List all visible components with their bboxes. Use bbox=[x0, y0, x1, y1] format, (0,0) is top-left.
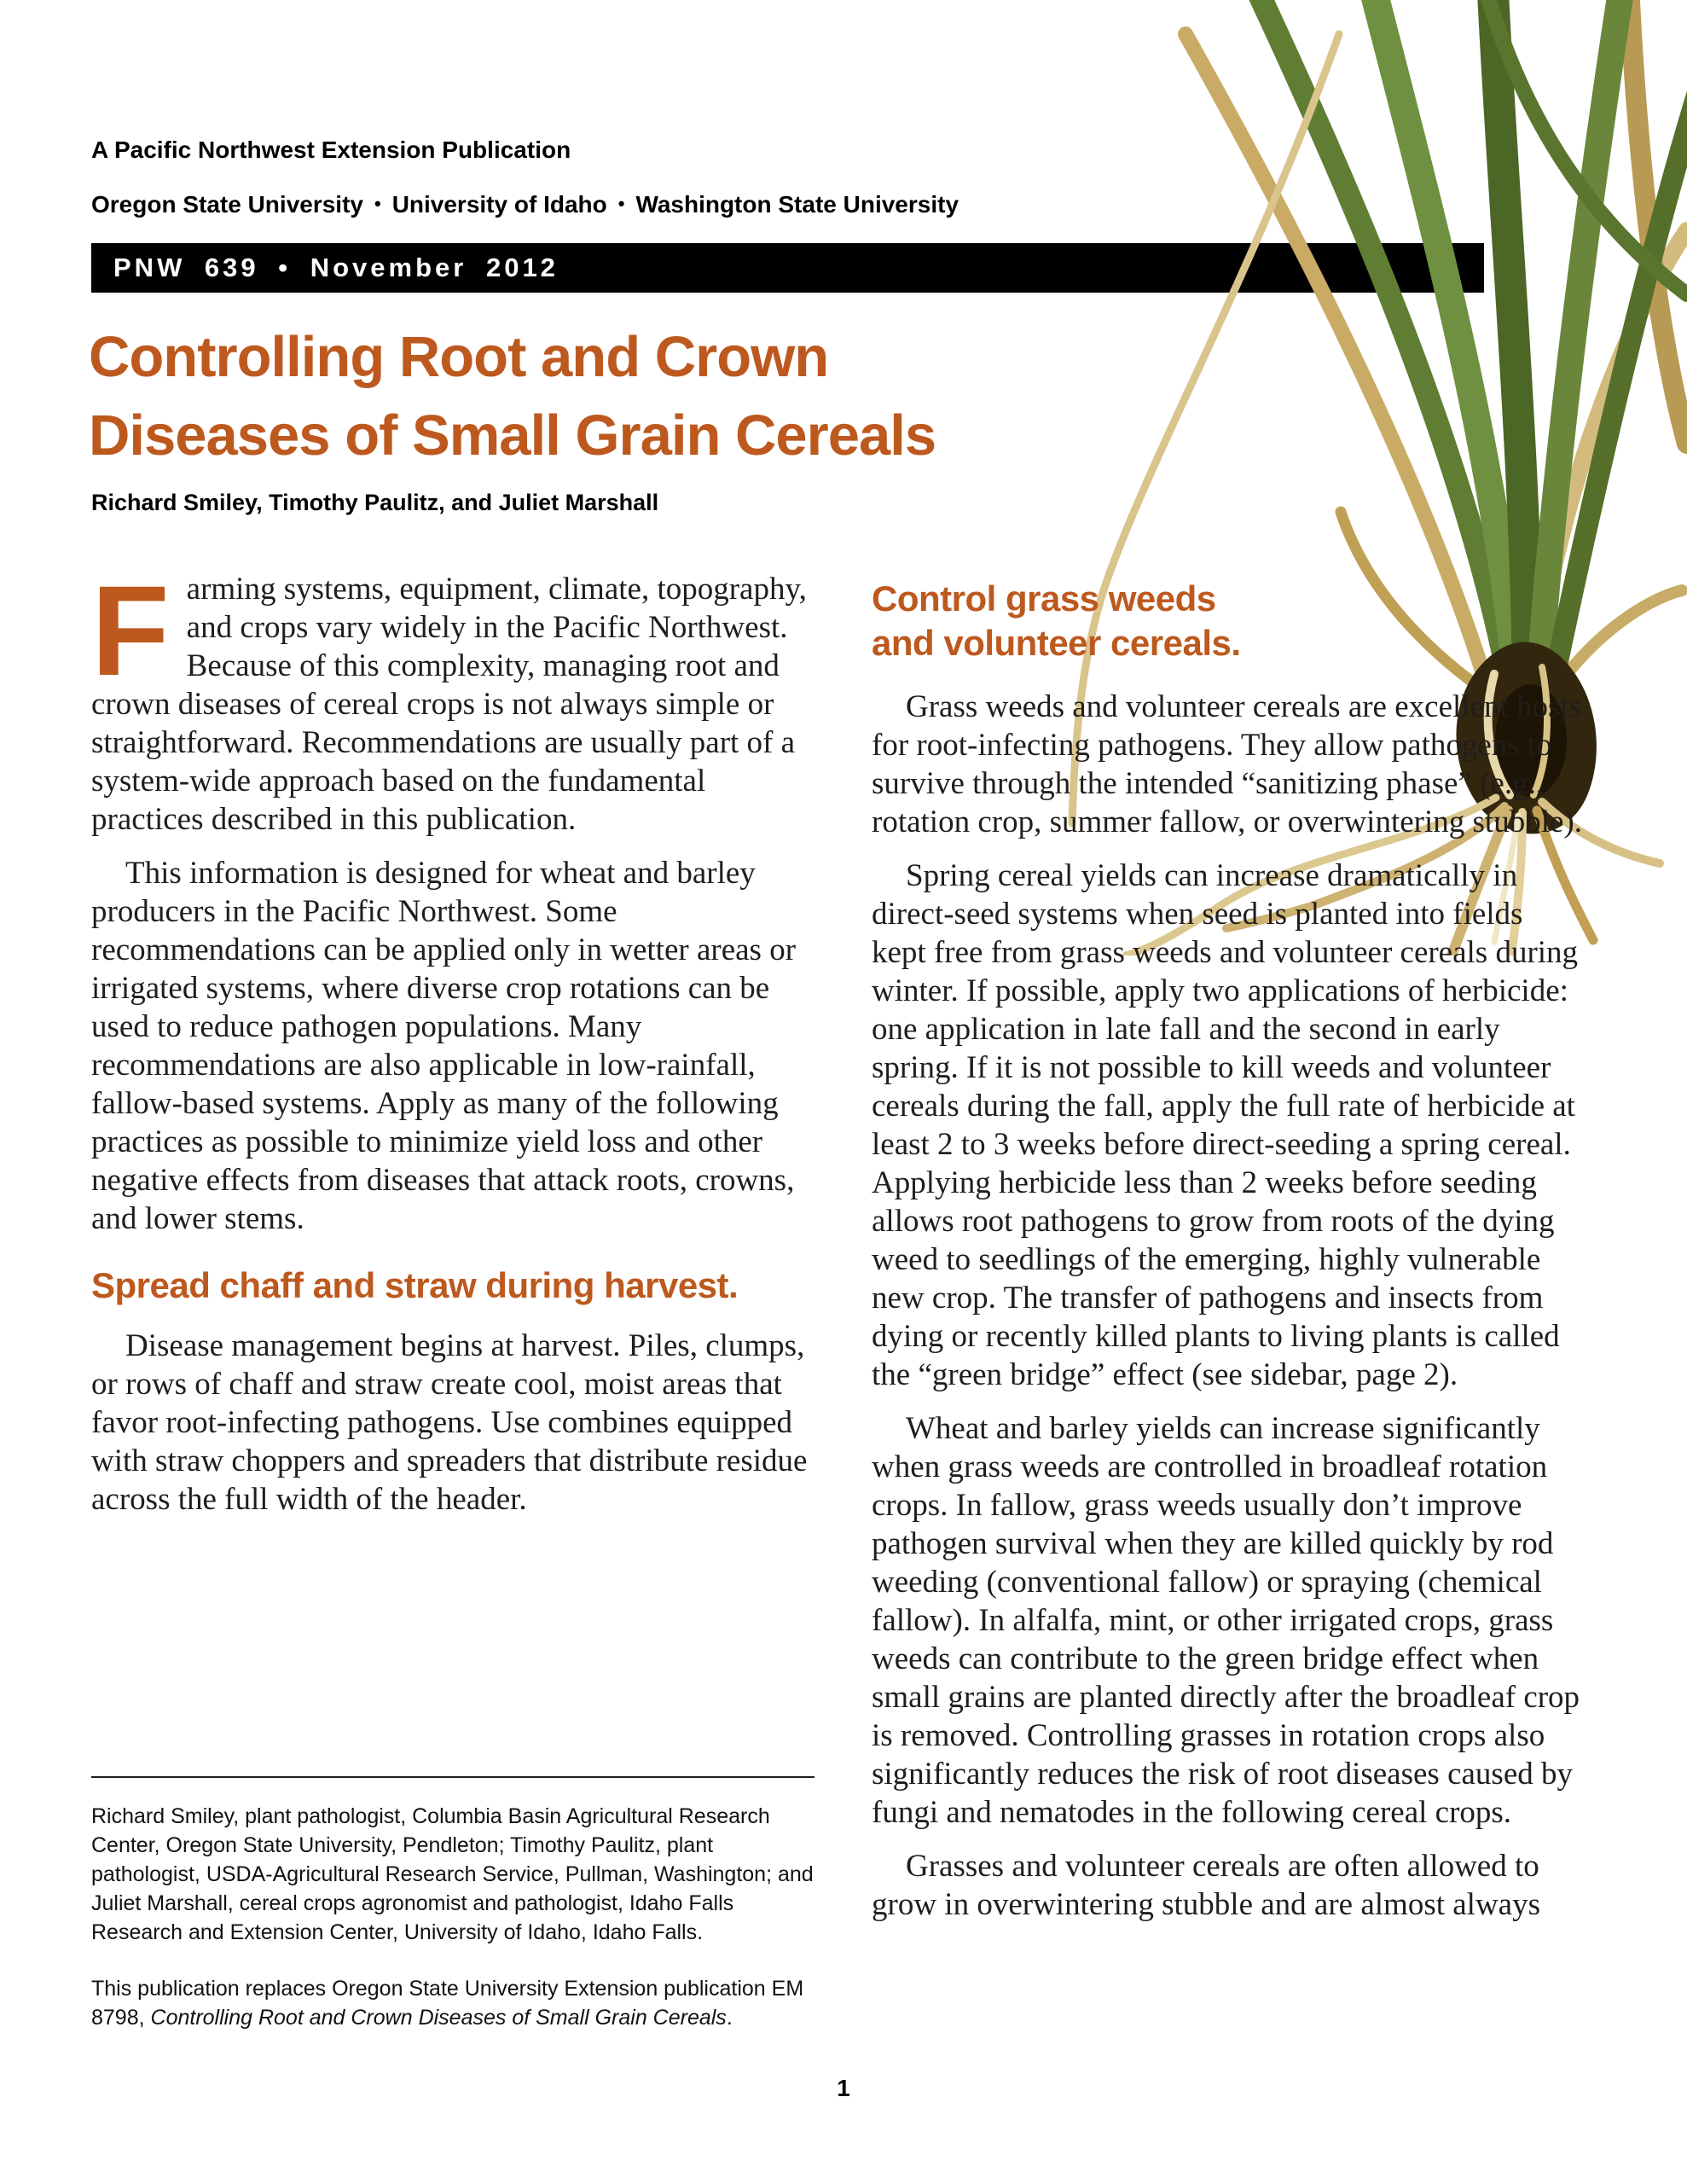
bullet-separator: • bbox=[617, 193, 625, 214]
paragraph-intro-text: arming systems, equipment, climate, topography, and crops vary widely in the Pacific Northwest. Because of this complexity, managing root and crown diseases of cereal crops is not always simple or straightforward. Recommendations are usually part of a system-wide approach based on the fundamental practices described in this publication. bbox=[91, 572, 807, 837]
university-name: Washington State University bbox=[635, 191, 959, 218]
footnote-replaces-prefix: This publication replaces Oregon State University Extension publication EM 8798, bbox=[91, 1977, 804, 2030]
authors-line: Richard Smiley, Timothy Paulitz, and Juliet Marshall bbox=[91, 490, 659, 515]
footnote-replaces-title: Controlling Root and Crown Diseases of Small Grain Cereals bbox=[150, 2006, 727, 2030]
paragraph-intro bbox=[91, 559, 815, 839]
page-title-line1: Controlling Root and Crown bbox=[89, 325, 829, 389]
paragraph: Wheat and barley yields can increase significantly when grass weeds are controlled in broadleaf rotation crops. In fallow, grass weeds usually don’t improve pathogen survival when they are killed quickly by rod weeding (conventional fallow) or spraying (chemical fallow). In alfalfa, mint, or other irrigated crops, grass weeds can contribute to the green bridge effect when small grains are planted directly after the broadleaf crop is removed. Controlling grasses in rotation crops also significantly reduces the risk of root diseases caused by fungi and nematodes in the following cereal crops. bbox=[872, 1411, 1580, 1830]
section-heading-spread-chaff: Spread chaff and straw during harvest. bbox=[91, 1265, 739, 1305]
footnote-replaces-suffix: . bbox=[726, 2006, 733, 2030]
right-column bbox=[872, 577, 1585, 1939]
paragraph: Grass weeds and volunteer cereals are excellent hosts for root-infecting pathogens. They allow pathogens to survive through the intended “sanitizing phase” (e.g., rotation crop, summer fallow, or overwintering stubble). bbox=[872, 689, 1582, 839]
section-heading-line2: and volunteer cereals. bbox=[872, 623, 1241, 663]
drop-cap: F bbox=[91, 559, 170, 702]
paragraph: This information is designed for wheat and barley producers in the Pacific Northwest. Some recommendations can be applied only in wetter areas or irrigated systems, where diverse crop rotations can be used to reduce pathogen populations. Many recommendations are also applicable in low-rainfall, fallow-based systems. Apply as many of the following practices as possible to minimize yield loss and other negative effects from diseases that attack roots, crowns, and lower stems. bbox=[91, 856, 797, 1236]
page-title-line2: Diseases of Small Grain Cereals bbox=[89, 404, 936, 468]
page-number: 1 bbox=[837, 2075, 850, 2101]
footnote-replaces bbox=[91, 1974, 815, 2032]
section-heading-line1: Control grass weeds bbox=[872, 578, 1216, 619]
paragraph: Spring cereal yields can increase dramatically in direct-seed systems when seed is planted into fields kept free from grass weeds and volunteer cereals during winter. If possible, apply two applications of herbicide: one application in late fall and the second in early spring. If it is not possible to kill weeds and volunteer cereals during the fall, apply the full rate of herbicide at least 2 to 3 weeks before direct-seeding a spring cereal. Applying herbicide less than 2 weeks before seeding allows root pathogens to grow from roots of the dying weed to seedlings of the emerging, highly vulnerable new crop. The transfer of pathogens and insects from dying or recently killed plants to living plants is called the “green bridge” effect (see sidebar, page 2). bbox=[872, 858, 1579, 1392]
issue-bar-text: PNW 639 • November 2012 bbox=[113, 253, 559, 282]
footnote-block bbox=[91, 1776, 815, 2059]
page-title bbox=[89, 318, 936, 475]
section-heading-control-grass-weeds bbox=[872, 577, 1585, 665]
universities-line bbox=[91, 191, 959, 218]
paragraph: Disease management begins at harvest. Piles, clumps, or rows of chaff and straw create cool, moist areas that favor root-infecting pathogens. Use combines equipped with straw choppers and spreaders that distribute residue across the full width of the header. bbox=[91, 1328, 808, 1517]
publisher-line: A Pacific Northwest Extension Publication bbox=[91, 136, 571, 163]
paragraph: Grasses and volunteer cereals are often allowed to grow in overwintering stubble and are almost always bbox=[872, 1849, 1540, 1922]
university-name: Oregon State University bbox=[91, 191, 363, 218]
left-column bbox=[91, 559, 815, 1534]
bullet-separator: • bbox=[374, 193, 381, 214]
university-name: University of Idaho bbox=[391, 191, 607, 218]
footnote-authors: Richard Smiley, plant pathologist, Columbia Basin Agricultural Research Center, Oregon State University, Pendleton; Timothy Paulitz, plant pathologist, USDA-Agricultural Research Service, Pullman, Washington; and Juliet Marshall, cereal crops agronomist and pathologist, Idaho Falls Research and Extension Center, University of Idaho, Idaho Falls. bbox=[91, 1804, 814, 1944]
